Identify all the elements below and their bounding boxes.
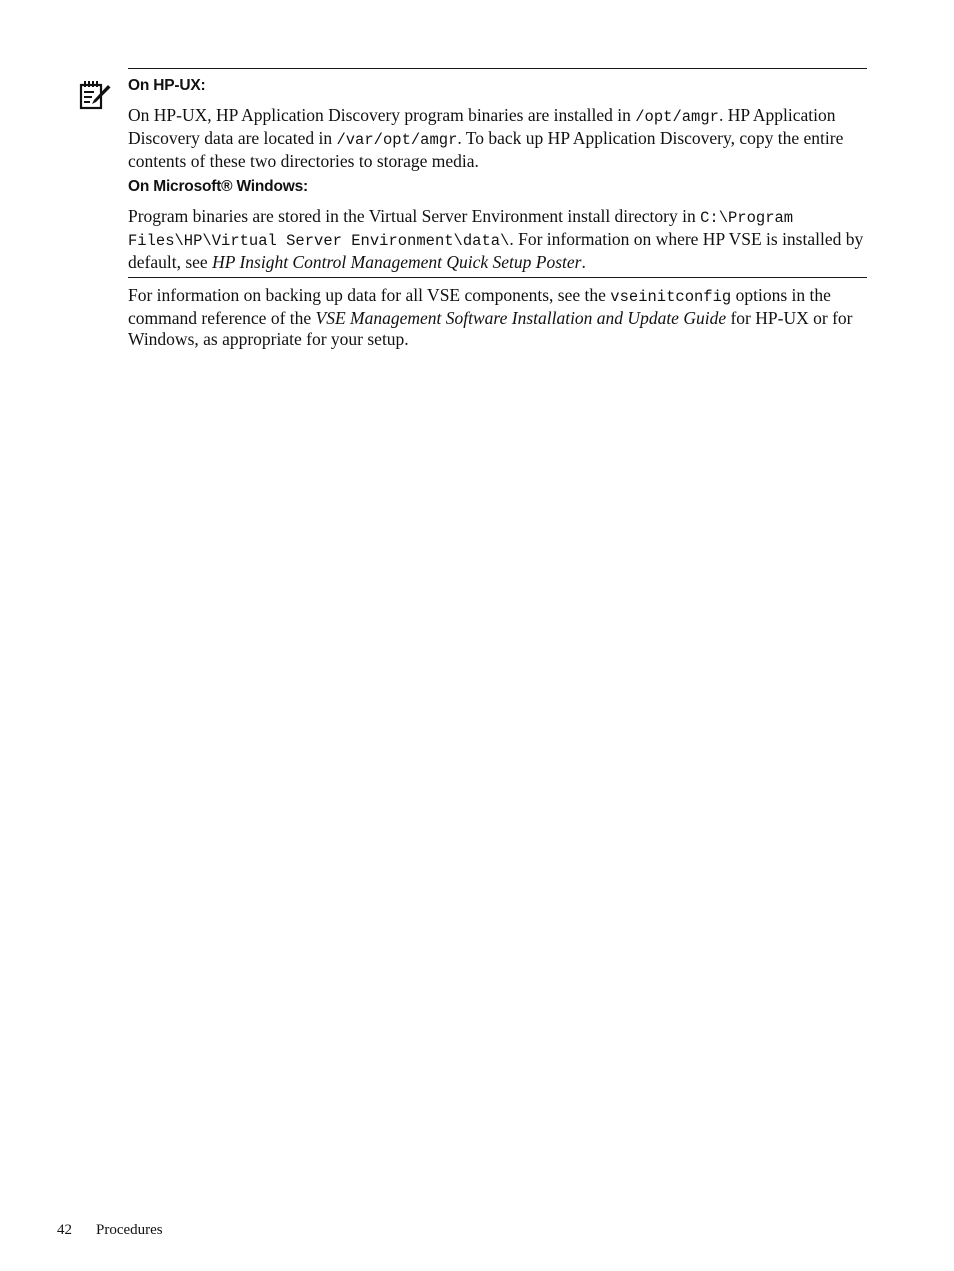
code-var-opt-amgr: /var/opt/amgr bbox=[336, 131, 458, 149]
windows-heading: On Microsoft® Windows: bbox=[128, 178, 308, 195]
poster-title: HP Insight Control Management Quick Setup Poster bbox=[212, 252, 582, 272]
hpux-heading: On HP-UX: bbox=[128, 77, 206, 94]
note-bottom-rule bbox=[128, 277, 867, 278]
note-pencil-icon bbox=[79, 80, 111, 110]
note-top-rule bbox=[128, 68, 867, 69]
code-install-directory: C:\Program Files\HP\Virtual Server Environment\data\ bbox=[128, 209, 794, 250]
footer-section: Procedures bbox=[96, 1222, 163, 1238]
windows-paragraph: Program binaries are stored in the Virtual Server Environment install directory in C:\Program Files\HP\Virtual Server Environment\data\. For information on where HP VSE is installed by default, see HP Insight Control Management Quick Setup Poster. bbox=[128, 206, 864, 272]
code-opt-amgr: /opt/amgr bbox=[635, 108, 719, 126]
guide-title: VSE Management Software Installation and Update Guide bbox=[315, 308, 727, 328]
code-vseinitconfig: vseinitconfig bbox=[610, 288, 732, 306]
body-paragraph: For information on backing up data for all VSE components, see the vseinitconfig options in the command reference of the VSE Management Software Installation and Update Guide for HP-UX or for Windows, as appropriate for your setup. bbox=[128, 285, 853, 349]
page-number: 42 bbox=[57, 1222, 72, 1238]
hpux-paragraph: On HP-UX, HP Application Discovery program binaries are installed in /opt/amgr. HP Application Discovery data are located in /var/opt/amgr. To back up HP Application Discovery, copy the entire contents of these two directories to storage media. bbox=[128, 105, 844, 171]
